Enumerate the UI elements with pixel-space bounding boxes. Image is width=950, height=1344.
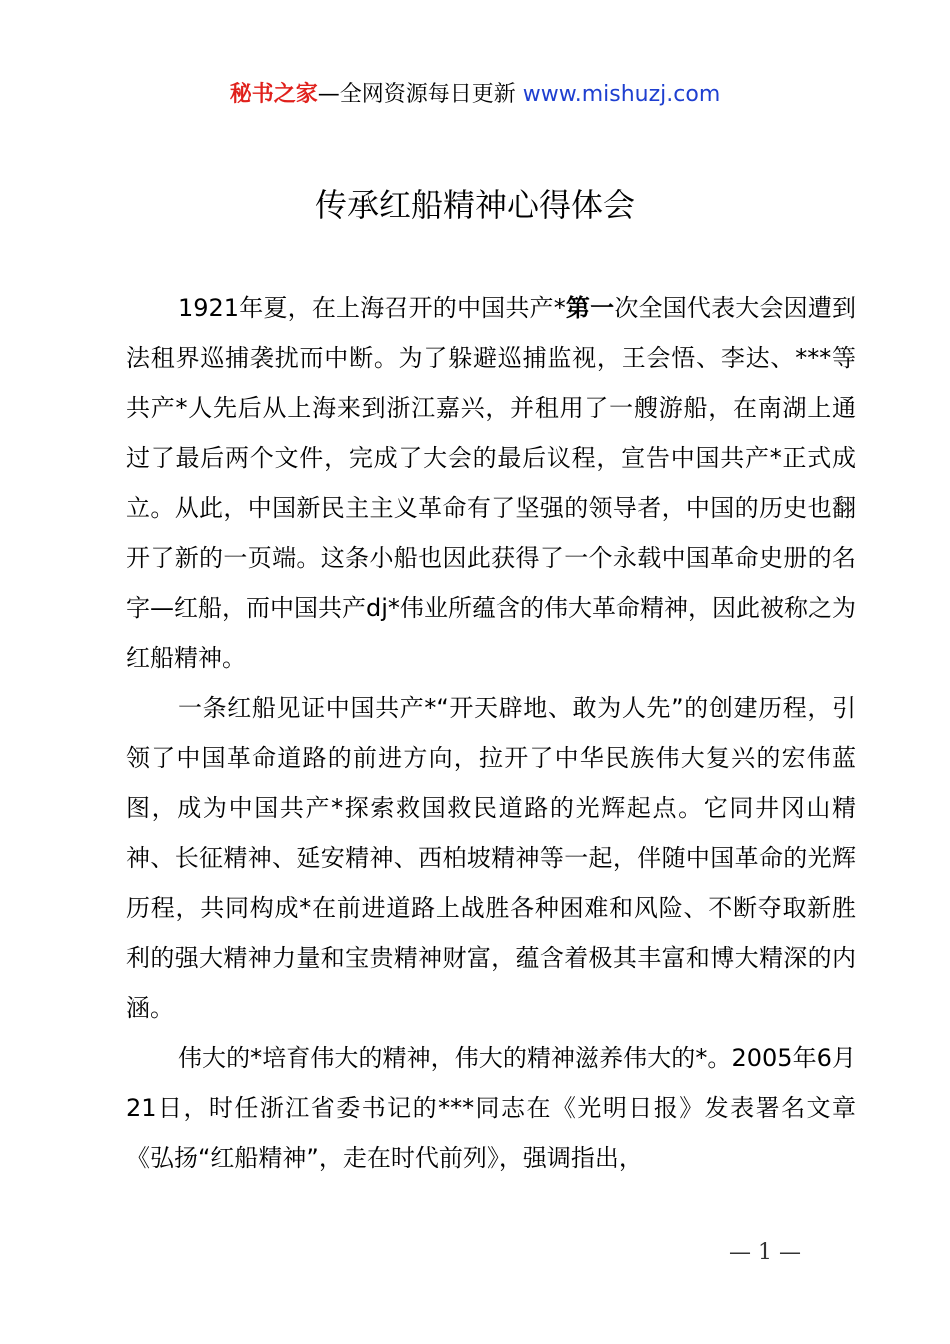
brand-name: 秘书之家: [229, 82, 318, 107]
paragraph-2: 一条红船见证中国共产*“开天辟地、敢为人先”的创建历程，引领了中国革命道路的前进方向，拉开了中华民族伟大复兴的宏伟蓝图，成为中国共产*探索救国救民道路的光辉起点。它同井冈山精神、长征精神、延安精神、西柏坡精神等一起，伴随中国革命的光辉历程，共同构成*在前进道路上战胜各种困难和风险、不断夺取新胜利的强大精神力量和宝贵精神财富，蕴含着极其丰富和博大精深的内涵。: [126, 694, 856, 1022]
header-slogan: —全网资源每日更新: [317, 82, 523, 107]
document-body: [126, 283, 856, 1183]
paragraph-1: [126, 283, 856, 683]
paragraph-3: 伟大的*培育伟大的精神，伟大的精神滋养伟大的*。2005年6月21日，时任浙江省委书记的***同志在《光明日报》发表署名文章《弘扬“红船精神”，走在时代前列》，强调指出，: [126, 1044, 856, 1172]
paragraph-1-text-start: 1921年夏，在上海召开的中国共产*: [178, 294, 566, 322]
page-number: — 1 —: [729, 1240, 801, 1265]
site-url[interactable]: www.mishuzj.com: [522, 82, 721, 107]
paragraph-1-bold-text: 第一: [565, 294, 615, 322]
site-header: [0, 78, 950, 112]
paragraph-1-text-end: 次全国代表大会因遭到法租界巡捕袭扰而中断。为了躲避巡捕监视，王会悟、李达、***等共产*人先后从上海来到浙江嘉兴，并租用了一艘游船，在南湖上通过了最后两个文件，完成了大会的最后议程，宣告中国共产*正式成立。从此，中国新民主主义革命有了坚强的领导者，中国的历史也翻开了新的一页端。这条小船也因此获得了一个永载中国革命史册的名字—红船，而中国共产dj*伟业所蕴含的伟大革命精神，因此被称之为红船精神。: [126, 294, 857, 672]
document-title: 传承红船精神心得体会: [314, 186, 635, 224]
